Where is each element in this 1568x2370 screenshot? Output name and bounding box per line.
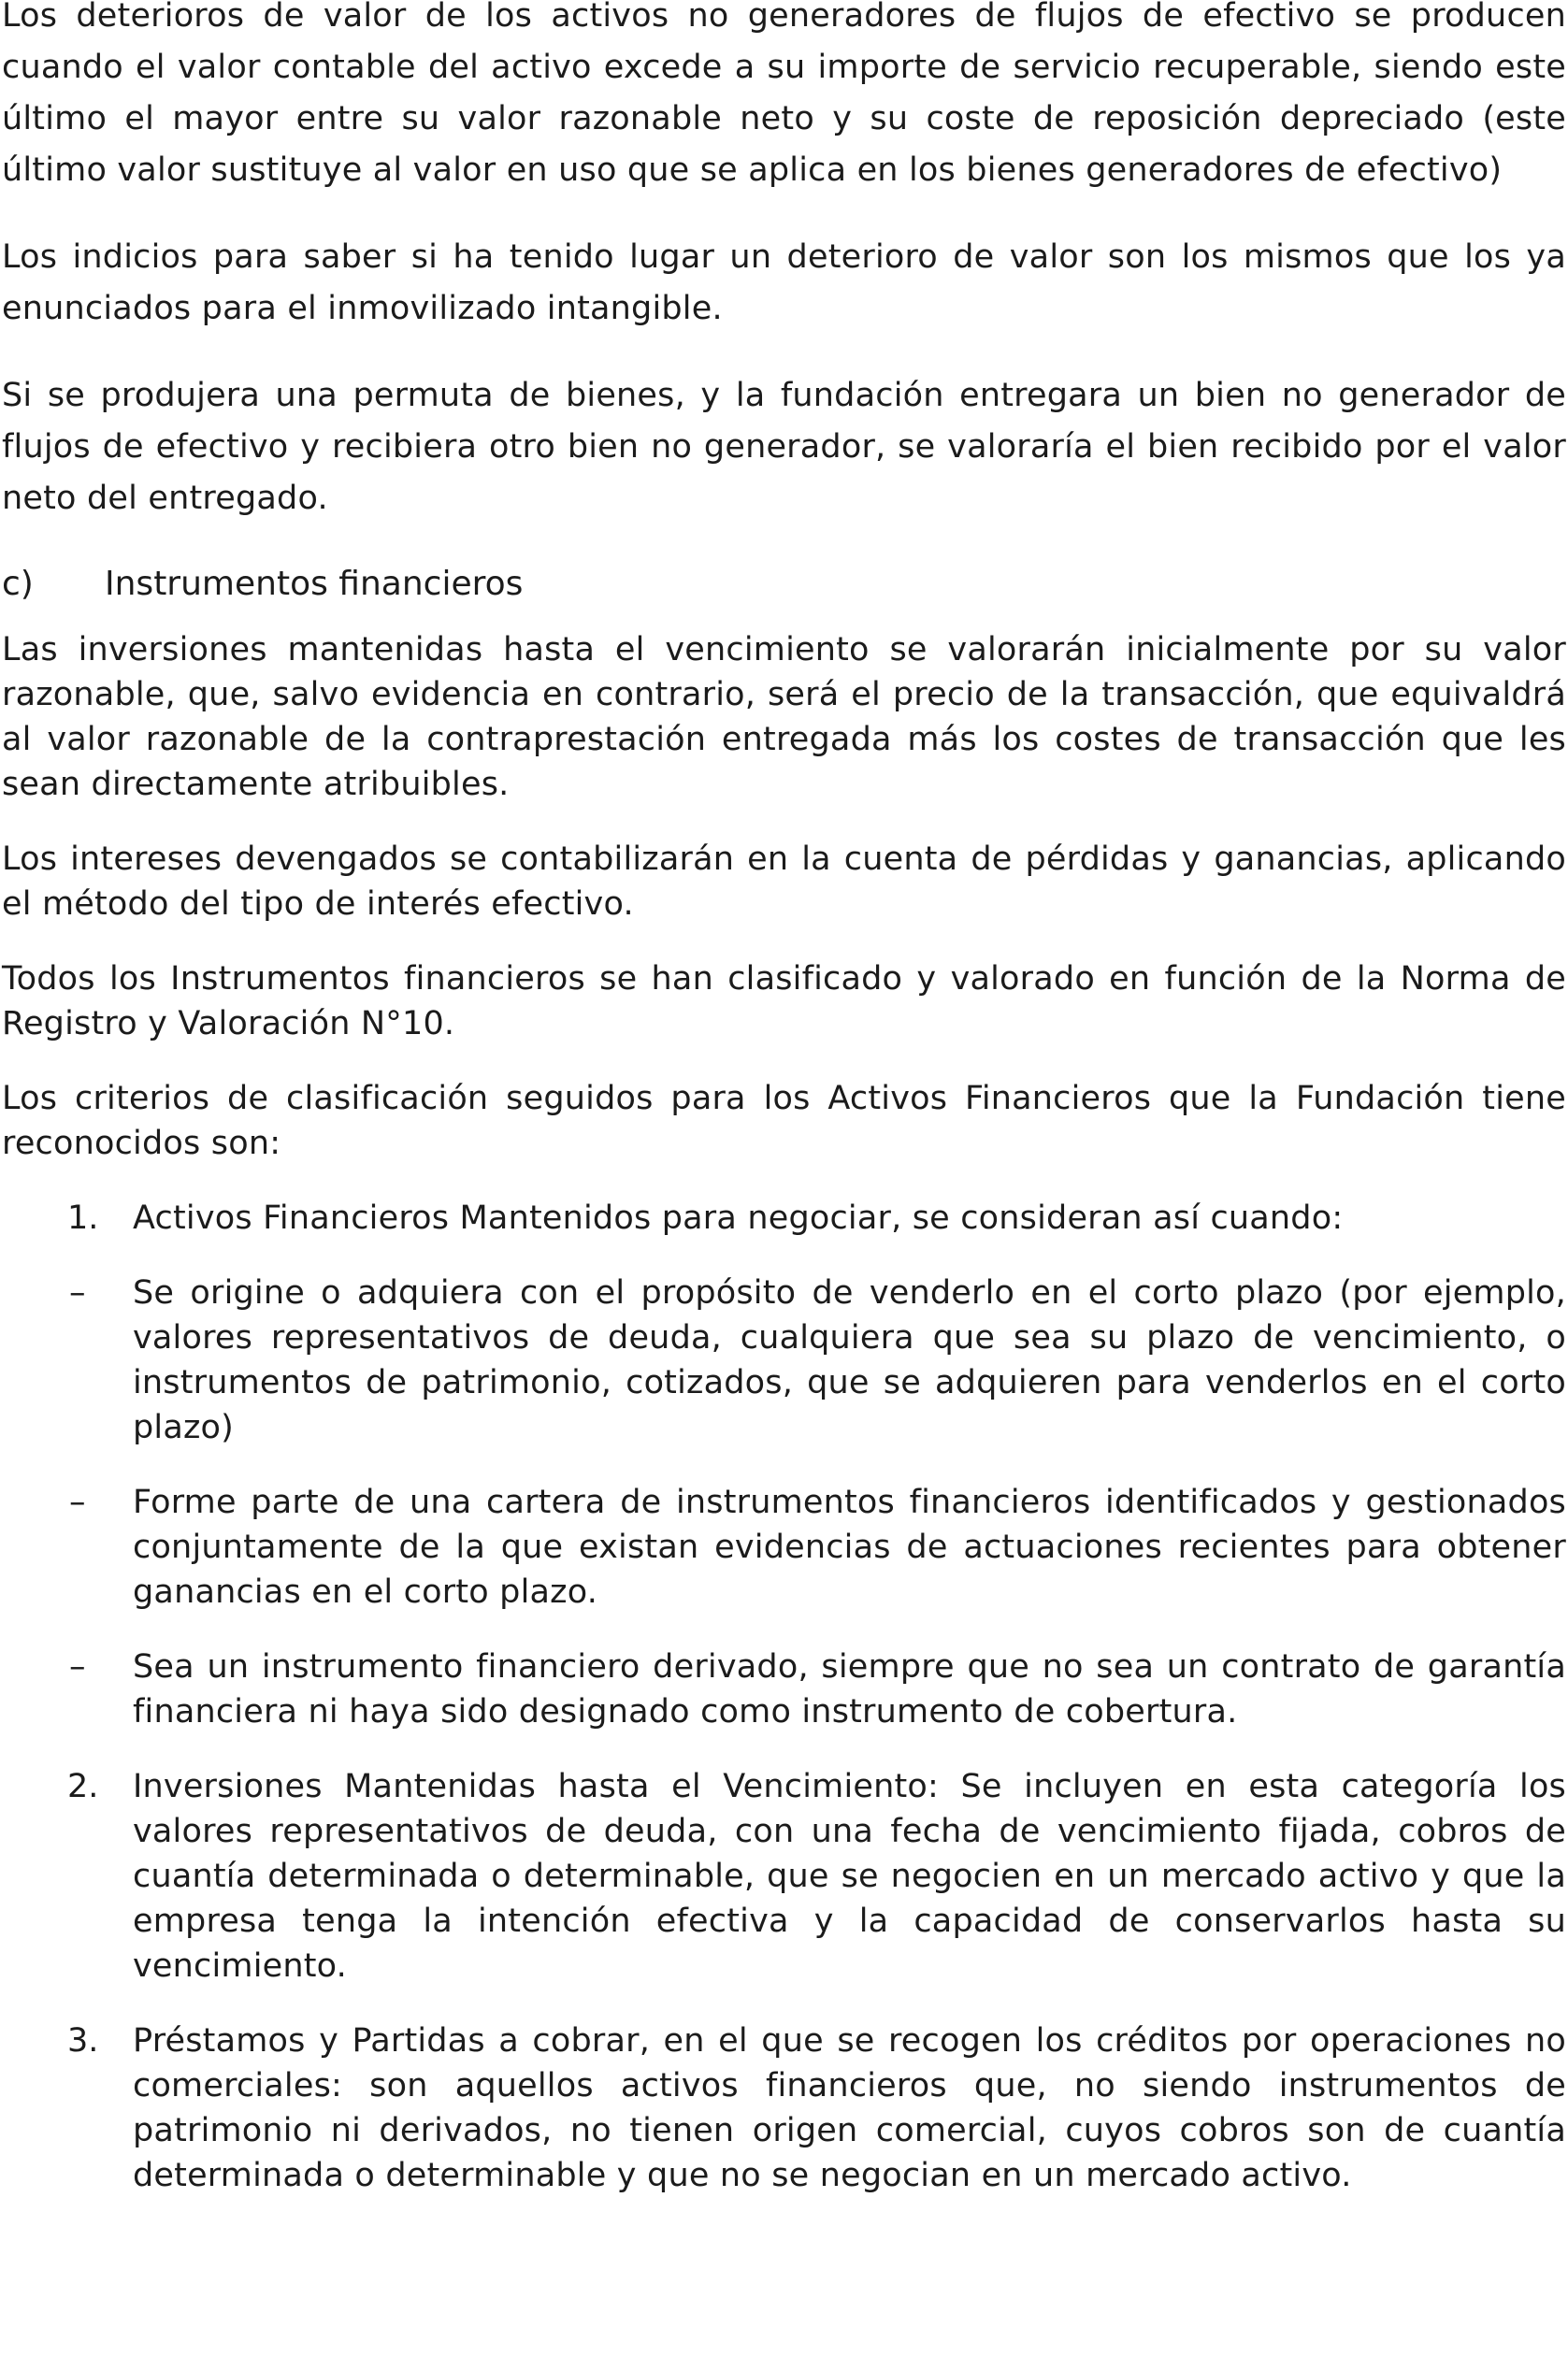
- list-item-text: Sea un instrumento financiero derivado, siempre que no sea un contrato de garantía financiera ni haya sido designado como instrumento de cobertura.: [133, 1648, 1566, 1731]
- list-item: [2, 1480, 1566, 1615]
- paragraph-permuta-bienes: Si se produjera una permuta de bienes, y la fundación entregara un bien no generador de flujos de efectivo y recibiera otro bien no generador, se valoraría el bien recibido por el valor neto del entregado.: [2, 377, 1566, 517]
- section-heading: [2, 558, 1566, 610]
- list-marker: –: [69, 1648, 86, 1686]
- list-marker: 3.: [67, 2022, 99, 2060]
- list-item-text: Activos Financieros Mantenidos para negociar, se consideran así cuando:: [133, 1199, 1344, 1237]
- list-item-text: Forme parte de una cartera de instrumentos financieros identificados y gestionados conjuntamente de la que existan evidencias de actuaciones recientes para obtener ganancias en el corto plazo.: [133, 1484, 1566, 1611]
- list-marker: –: [69, 1484, 86, 1521]
- list-marker: 2.: [67, 1768, 99, 1805]
- list-item: [2, 1196, 1566, 1241]
- list-marker: 1.: [67, 1199, 99, 1237]
- list-item: [2, 2018, 1566, 2198]
- paragraph-deterioro-no-generadores: Los deterioros de valor de los activos no generadores de flujos de efectivo se producen cuando el valor contable del activo excede a su importe de servicio recuperable, siendo este último el mayor entre su valor razonable neto y su coste de reposición depreciado (este último valor sustituye al valor en uso que se aplica en los bienes generadores de efectivo): [2, 0, 1566, 189]
- paragraph-intereses-devengados: Los intereses devengados se contabilizarán en la cuenta de pérdidas y ganancias, aplicando el método del tipo de interés efectivo.: [2, 840, 1566, 923]
- paragraph-clasificacion-norma: Todos los Instrumentos financieros se han clasificado y valorado en función de la Norma de Registro y Valoración N°10.: [2, 960, 1566, 1042]
- section-title: Instrumentos financieros: [105, 565, 524, 603]
- list-marker: –: [69, 1274, 86, 1312]
- list-item-text: Se origine o adquiera con el propósito de venderlo en el corto plazo (por ejemplo, valores representativos de deuda, cualquiera que sea su plazo de vencimiento, o instrumentos de patrimonio, cotizados, que se adquieren para venderlos en el corto plazo): [133, 1274, 1566, 1446]
- paragraph-criterios-clasificacion: Los criterios de clasificación seguidos para los Activos Financieros que la Fundación tiene reconocidos son:: [2, 1080, 1566, 1162]
- list-item: [2, 1645, 1566, 1734]
- list-item-text: Inversiones Mantenidas hasta el Vencimiento: Se incluyen en esta categoría los valores representativos de deuda, con una fecha de vencimiento fijada, cobros de cuantía determinada o determinable, que se negocien en un mercado activo y que la empresa tenga la intención efectiva y la capacidad de conservarlos hasta su vencimiento.: [133, 1768, 1566, 1985]
- paragraph-inversiones-vencimiento: Las inversiones mantenidas hasta el vencimiento se valorarán inicialmente por su valor razonable, que, salvo evidencia en contrario, será el precio de la transacción, que equivaldrá al valor razonable de la contraprestación entregada más los costes de transacción que les sean directamente atribuibles.: [2, 631, 1566, 803]
- list-item: [2, 1271, 1566, 1450]
- section-number: c): [2, 565, 34, 603]
- paragraph-indicios-deterioro: Los indicios para saber si ha tenido lugar un deterioro de valor son los mismos que los ya enunciados para el inmovilizado intangible.: [2, 238, 1566, 327]
- list-item: [2, 1764, 1566, 1989]
- list-item-text: Préstamos y Partidas a cobrar, en el que se recogen los créditos por operaciones no comerciales: son aquellos activos financieros que, no siendo instrumentos de patrimonio ni derivados, no tienen origen comercial, cuyos cobros son de cuantía determinada o determinable y que no se negocian en un mercado activo.: [133, 2022, 1566, 2194]
